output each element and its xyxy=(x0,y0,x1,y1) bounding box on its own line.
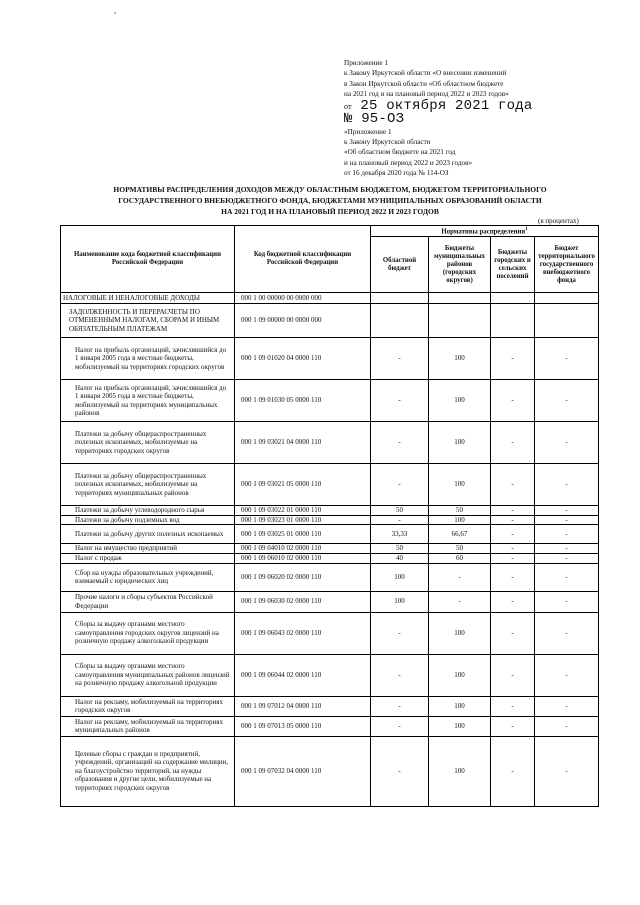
table-row xyxy=(61,525,599,544)
header-fund: Бюджет территориального государственного внебюджетного фонда xyxy=(535,237,599,293)
row-settlements: - xyxy=(491,654,535,696)
table-row xyxy=(61,464,599,506)
row-name: Налог с продаж xyxy=(61,554,235,564)
row-code: 000 1 09 04010 02 0000 110 xyxy=(235,544,371,554)
row-settlements: - xyxy=(491,736,535,806)
row-regional xyxy=(371,293,429,304)
header-regional: Областной бюджет xyxy=(371,237,429,293)
row-fund: - xyxy=(535,716,599,736)
table-row xyxy=(61,544,599,554)
row-settlements: - xyxy=(491,591,535,612)
row-regional: - xyxy=(371,696,429,716)
row-municipal xyxy=(429,304,491,338)
row-name: ЗАДОЛЖЕННОСТЬ И ПЕРЕРАСЧЕТЫ ПО ОТМЕНЕННЫМ НАЛОГАМ, СБОРАМ И ИНЫМ ОБЯЗАТЕЛЬНЫМ ПЛАТЕЖАМ xyxy=(61,304,235,338)
row-code: 000 1 09 01030 05 0000 110 xyxy=(235,380,371,422)
header-group-label: Нормативы распределения xyxy=(441,228,526,236)
header-settlements: Бюджеты городских и сельских поселений xyxy=(491,237,535,293)
units-label: (в процентах) xyxy=(538,217,579,225)
row-name: Прочие налоги и сборы субъектов Российской Федерации xyxy=(61,591,235,612)
row-name: Налог на прибыль организаций, зачислявшийся до 1 января 2005 года в местные бюджеты, мобилизуемый на территориях городских округов xyxy=(61,338,235,380)
row-name: НАЛОГОВЫЕ И НЕНАЛОГОВЫЕ ДОХОДЫ xyxy=(61,293,235,304)
row-fund xyxy=(535,304,599,338)
stamp-number: № 95-ОЗ xyxy=(344,110,405,127)
title-line: ГОСУДАРСТВЕННОГО ВНЕБЮДЖЕТНОГО ФОНДА, БЮДЖЕТАМИ МУНИЦИПАЛЬНЫХ ОБРАЗОВАНИЙ ОБЛАСТИ xyxy=(118,196,542,205)
row-name: Платежи за добычу других полезных ископаемых xyxy=(61,525,235,544)
row-code: 000 1 09 03021 05 0000 110 xyxy=(235,464,371,506)
row-name: Целевые сборы с граждан и предприятий, учреждений, организаций на содержание милиции, на благоустройство территорий, на нужды образования и другие цели, мобилизуемые на территориях городских округов xyxy=(61,736,235,806)
row-regional: - xyxy=(371,380,429,422)
row-municipal: 66,67 xyxy=(429,525,491,544)
row-municipal: 100 xyxy=(429,515,491,525)
row-fund: - xyxy=(535,563,599,591)
row-municipal: 100 xyxy=(429,654,491,696)
table-row xyxy=(61,554,599,564)
row-settlements xyxy=(491,293,535,304)
header-code: Код бюджетной классификации Российской Федерации xyxy=(235,226,371,293)
row-municipal: 100 xyxy=(429,338,491,380)
row-settlements: - xyxy=(491,525,535,544)
prev-appendix-line: к Закону Иркутской области xyxy=(344,138,431,147)
row-name: Налог на рекламу, мобилизуемый на территориях муниципальных районов xyxy=(61,716,235,736)
table-row xyxy=(61,591,599,612)
prev-appendix-line: от 16 декабря 2020 года № 114-ОЗ xyxy=(344,169,449,178)
row-name: Платежи за добычу общераспространенных полезных ископаемых, мобилизуемые на территориях городских округов xyxy=(61,422,235,464)
row-code: 000 1 09 07013 05 0000 110 xyxy=(235,716,371,736)
table-row xyxy=(61,422,599,464)
row-regional: - xyxy=(371,612,429,654)
prev-appendix-line: и на плановый период 2022 и 2023 годов» xyxy=(344,158,473,167)
table-row xyxy=(61,515,599,525)
table-row xyxy=(61,696,599,716)
row-fund: - xyxy=(535,736,599,806)
scan-speck xyxy=(114,12,116,14)
row-regional: 100 xyxy=(371,563,429,591)
row-code: 000 1 00 00000 00 0000 000 xyxy=(235,293,371,304)
row-regional: 33,33 xyxy=(371,525,429,544)
row-regional: 100 xyxy=(371,591,429,612)
row-settlements: - xyxy=(491,716,535,736)
prev-appendix-line: «Об областном бюджете на 2021 год xyxy=(344,148,456,157)
row-municipal xyxy=(429,293,491,304)
row-code: 000 1 09 06044 02 0000 110 xyxy=(235,654,371,696)
appendix-line: к Закону Иркутской области «О внесении изменений xyxy=(344,69,507,78)
norms-table xyxy=(60,225,599,807)
row-name: Налог на имущество предприятий xyxy=(61,544,235,554)
row-settlements: - xyxy=(491,612,535,654)
row-fund: - xyxy=(535,464,599,506)
row-regional: - xyxy=(371,654,429,696)
row-fund: - xyxy=(535,612,599,654)
row-settlements: - xyxy=(491,515,535,525)
table-row xyxy=(61,716,599,736)
row-municipal: 60 xyxy=(429,554,491,564)
row-code: 000 1 09 06020 02 0000 110 xyxy=(235,563,371,591)
table-row xyxy=(61,506,599,516)
row-regional: - xyxy=(371,736,429,806)
row-municipal: - xyxy=(429,563,491,591)
header-group xyxy=(371,226,599,237)
row-regional: 50 xyxy=(371,544,429,554)
footnote-mark: 1 xyxy=(525,227,528,232)
row-municipal: - xyxy=(429,591,491,612)
table-row xyxy=(61,563,599,591)
row-code: 000 1 09 07012 04 0000 110 xyxy=(235,696,371,716)
row-name: Налог на рекламу, мобилизуемый на территориях городских округов xyxy=(61,696,235,716)
row-code: 000 1 09 06030 02 0000 110 xyxy=(235,591,371,612)
appendix-line: в Закон Иркутской области «Об областном бюджете xyxy=(344,79,504,88)
row-name: Сборы за выдачу органами местного самоуправления городских округов лицензий на розничную продажу алкогольной продукции xyxy=(61,612,235,654)
row-name: Платежи за добычу углеводородного сырья xyxy=(61,506,235,516)
document-title xyxy=(80,184,580,217)
row-code: 000 1 09 03021 04 0000 110 xyxy=(235,422,371,464)
row-municipal: 100 xyxy=(429,736,491,806)
appendix-block xyxy=(344,58,624,179)
row-settlements: - xyxy=(491,464,535,506)
table-row xyxy=(61,293,599,304)
row-code: 000 1 09 01020 04 0000 110 xyxy=(235,338,371,380)
row-code: 000 1 09 03025 01 0000 110 xyxy=(235,525,371,544)
row-settlements: - xyxy=(491,554,535,564)
row-code: 000 1 09 07032 04 0000 110 xyxy=(235,736,371,806)
row-settlements: - xyxy=(491,544,535,554)
row-name: Сборы за выдачу органами местного самоуправления муниципальных районов лицензий на розничную продажу алкогольной продукции xyxy=(61,654,235,696)
row-regional: - xyxy=(371,515,429,525)
row-fund: - xyxy=(535,515,599,525)
row-municipal: 100 xyxy=(429,464,491,506)
row-name: Сбор на нужды образовательных учреждений, взимаемый с юридических лиц xyxy=(61,563,235,591)
row-municipal: 50 xyxy=(429,506,491,516)
stamp-prefix: от xyxy=(344,101,352,111)
row-code: 000 1 09 03023 01 0000 110 xyxy=(235,515,371,525)
row-settlements: - xyxy=(491,696,535,716)
row-code: 000 1 09 06043 02 0000 110 xyxy=(235,612,371,654)
row-settlements: - xyxy=(491,563,535,591)
row-regional: 50 xyxy=(371,506,429,516)
table-row xyxy=(61,380,599,422)
table-row xyxy=(61,304,599,338)
row-regional: 40 xyxy=(371,554,429,564)
row-municipal: 50 xyxy=(429,544,491,554)
table-row xyxy=(61,654,599,696)
row-fund xyxy=(535,293,599,304)
row-municipal: 100 xyxy=(429,612,491,654)
row-municipal: 100 xyxy=(429,716,491,736)
row-settlements: - xyxy=(491,506,535,516)
row-fund: - xyxy=(535,525,599,544)
row-regional xyxy=(371,304,429,338)
row-settlements: - xyxy=(491,338,535,380)
row-settlements xyxy=(491,304,535,338)
stamp-date: 25 октября 2021 года xyxy=(360,97,533,114)
row-code: 000 1 09 03022 01 0000 110 xyxy=(235,506,371,516)
row-fund: - xyxy=(535,506,599,516)
row-fund: - xyxy=(535,654,599,696)
row-fund: - xyxy=(535,380,599,422)
table-row xyxy=(61,736,599,806)
row-fund: - xyxy=(535,544,599,554)
row-regional: - xyxy=(371,716,429,736)
row-fund: - xyxy=(535,422,599,464)
row-fund: - xyxy=(535,554,599,564)
row-code: 000 1 09 06010 02 0000 110 xyxy=(235,554,371,564)
row-settlements: - xyxy=(491,422,535,464)
appendix-line: на 2021 год и на плановый период 2022 и 2023 годов» xyxy=(344,90,509,99)
row-name: Платежи за добычу общераспространенных полезных ископаемых, мобилизуемые на территориях муниципальных районов xyxy=(61,464,235,506)
row-fund: - xyxy=(535,696,599,716)
row-fund: - xyxy=(535,338,599,380)
row-regional: - xyxy=(371,422,429,464)
prev-appendix-line: «Приложение 1 xyxy=(344,127,392,136)
row-municipal: 100 xyxy=(429,422,491,464)
title-line: НА 2021 ГОД И НА ПЛАНОВЫЙ ПЕРИОД 2022 И 2023 ГОДОВ xyxy=(221,207,439,216)
title-line: НОРМАТИВЫ РАСПРЕДЕЛЕНИЯ ДОХОДОВ МЕЖДУ ОБЛАСТНЫМ БЮДЖЕТОМ, БЮДЖЕТОМ ТЕРРИТОРИАЛЬНОГО xyxy=(113,185,547,194)
row-municipal: 100 xyxy=(429,696,491,716)
row-fund: - xyxy=(535,591,599,612)
row-code: 000 1 09 00000 00 0000 000 xyxy=(235,304,371,338)
header-municipal: Бюджеты муниципальных районов (городских округов) xyxy=(429,237,491,293)
row-regional: - xyxy=(371,464,429,506)
appendix-line: Приложение 1 xyxy=(344,59,388,67)
header-name: Наименование кода бюджетной классификации Российской Федерации xyxy=(61,226,235,293)
row-municipal: 100 xyxy=(429,380,491,422)
row-name: Налог на прибыль организаций, зачислявшийся до 1 января 2005 года в местные бюджеты, мобилизуемый на территориях муниципальных районов xyxy=(61,380,235,422)
row-settlements: - xyxy=(491,380,535,422)
row-name: Платежи за добычу подземных вод xyxy=(61,515,235,525)
table-row xyxy=(61,612,599,654)
row-regional: - xyxy=(371,338,429,380)
table-row xyxy=(61,338,599,380)
